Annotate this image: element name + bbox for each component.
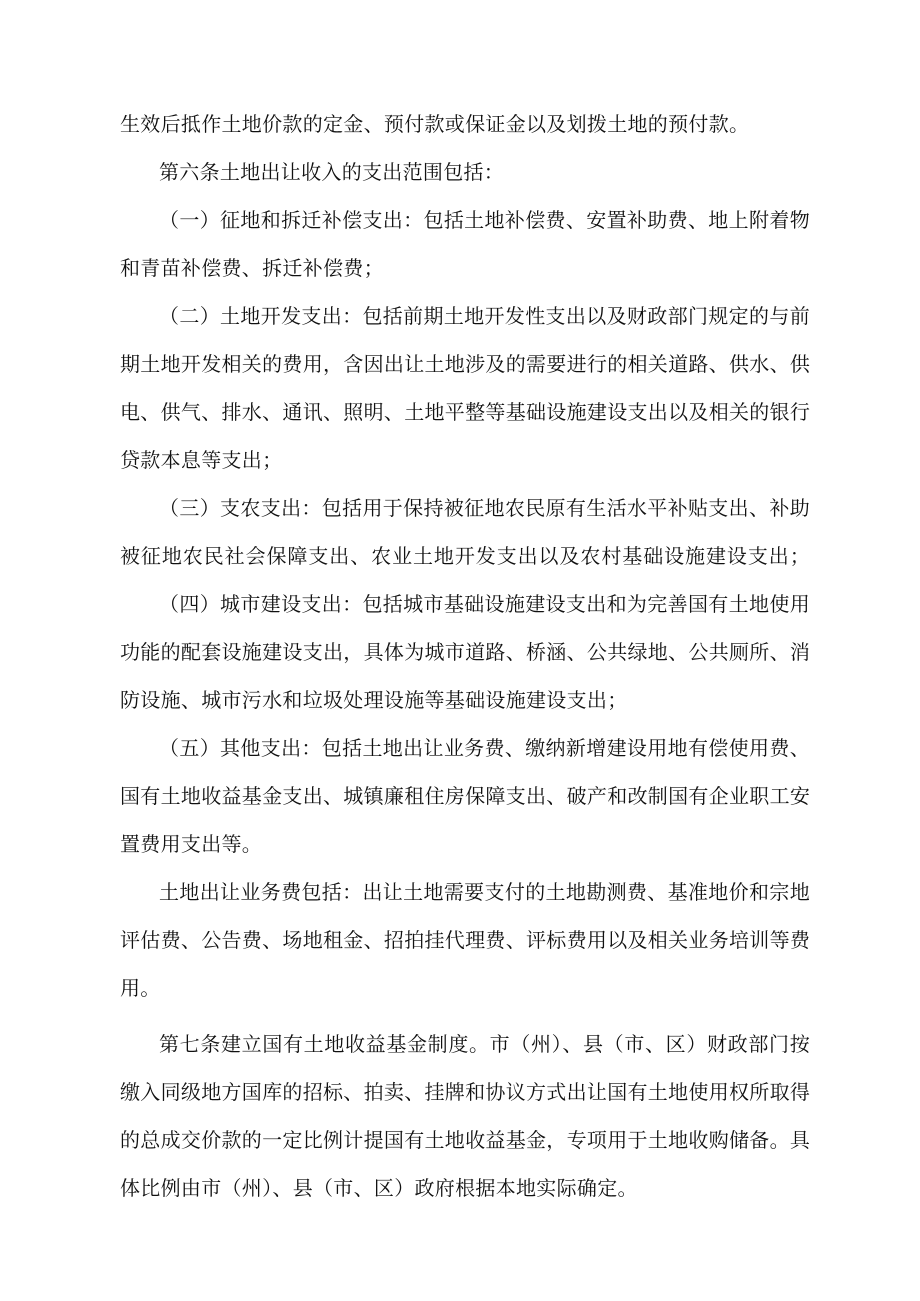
- text-line: 评估费、公告费、场地租金、招拍挂代理费、评标费用以及相关业务培训等费: [120, 928, 811, 952]
- text-line: （二）土地开发支出：包括前期土地开发性支出以及财政部门规定的与前: [159, 304, 810, 328]
- text-line: 功能的配套设施建设支出，具体为城市道路、桥涵、公共绿地、公共厕所、消: [120, 640, 811, 664]
- article-7-heading: 第七条建立国有土地收益基金制度。市（州）、县（市、区）财政部门按: [159, 1032, 810, 1056]
- text-line: 防设施、城市污水和垃圾处理设施等基础设施建设支出；: [120, 688, 628, 712]
- text-line: 电、供气、排水、通讯、照明、土地平整等基础设施建设支出以及相关的银行: [120, 400, 811, 424]
- text-line: （五）其他支出：包括土地出让业务费、缴纳新增建设用地有偿使用费、: [159, 736, 810, 760]
- text-line: 期土地开发相关的费用，含因出让土地涉及的需要进行的相关道路、供水、供: [120, 352, 811, 376]
- article-6-heading: 第六条土地出让收入的支出范围包括：: [159, 160, 505, 184]
- text-line: 体比例由市（州）、县（市、区）政府根据本地实际确定。: [120, 1176, 638, 1200]
- text-line: （一）征地和拆迁补偿支出：包括土地补偿费、安置补助费、地上附着物: [159, 208, 810, 232]
- text-line: 国有土地收益基金支出、城镇廉租住房保障支出、破产和改制国有企业职工安: [120, 784, 811, 808]
- text-line: 贷款本息等支出；: [120, 448, 283, 472]
- text-line: 的总成交价款的一定比例计提国有土地收益基金，专项用于土地收购储备。具: [120, 1128, 811, 1152]
- text-line: 生效后抵作土地价款的定金、预付款或保证金以及划拨土地的预付款。: [120, 112, 750, 136]
- text-line: 缴入同级地方国库的招标、拍卖、挂牌和协议方式出让国有土地使用权所取得: [120, 1080, 811, 1104]
- text-line: （三）支农支出：包括用于保持被征地农民原有生活水平补贴支出、补助: [159, 496, 810, 520]
- text-line: 和青苗补偿费、拆迁补偿费；: [120, 256, 384, 280]
- text-line: 被征地农民社会保障支出、农业土地开发支出以及农村基础设施建设支出；: [120, 544, 810, 568]
- text-line: 置费用支出等。: [120, 832, 263, 856]
- text-line: 用。: [120, 976, 161, 1000]
- text-line: 土地出让业务费包括：出让土地需要支付的土地勘测费、基准地价和宗地: [159, 880, 810, 904]
- text-line: （四）城市建设支出：包括城市基础设施建设支出和为完善国有土地使用: [159, 592, 810, 616]
